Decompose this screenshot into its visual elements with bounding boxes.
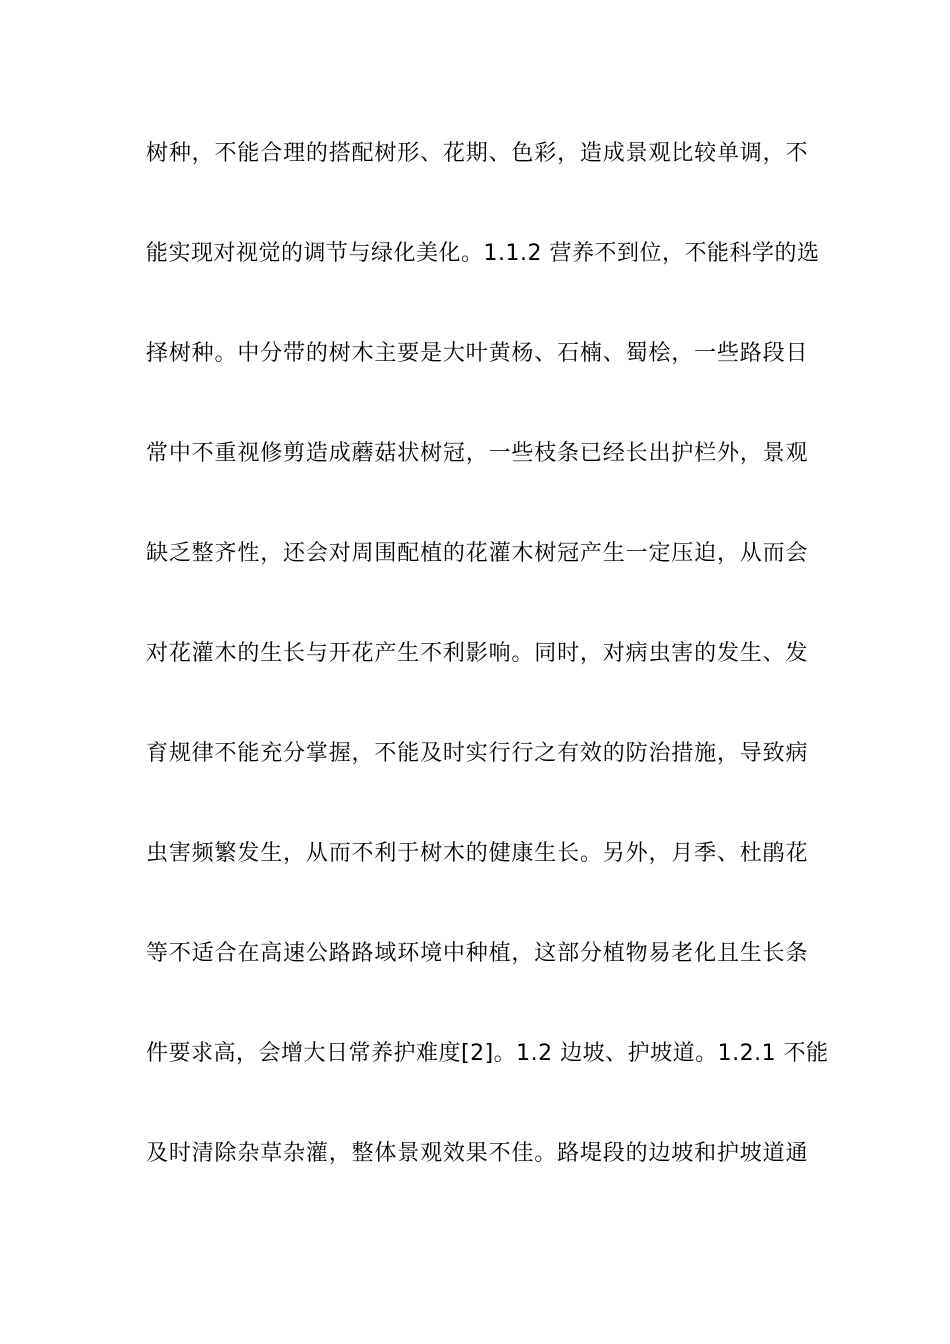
text-line: 对花灌木的生长与开花产生不利影响。同时，对病虫害的发生、发	[146, 641, 808, 666]
text-line: 虫害频繁发生，从而不利于树木的健康生长。另外，月季、杜鹃花	[146, 841, 808, 866]
text-line: 件要求高，会增大日常养护难度[2]。1.2 边坡、护坡道。1.2.1 不能	[146, 1041, 829, 1066]
text-line: 育规律不能充分掌握，不能及时实行行之有效的防治措施，导致病	[146, 741, 808, 766]
text-line: 缺乏整齐性，还会对周围配植的花灌木树冠产生一定压迫，从而会	[146, 541, 808, 566]
text-line: 择树种。中分带的树木主要是大叶黄杨、石楠、蜀桧，一些路段日	[146, 341, 808, 366]
text-line: 等不适合在高速公路路域环境中种植，这部分植物易老化且生长条	[146, 941, 808, 966]
text-line: 树种，不能合理的搭配树形、花期、色彩，造成景观比较单调，不	[146, 141, 808, 166]
body-text	[146, 128, 829, 1228]
text-line: 能实现对视觉的调节与绿化美化。1.1.2 营养不到位，不能科学的选	[146, 241, 820, 266]
text-line: 常中不重视修剪造成蘑菇状树冠，一些枝条已经长出护栏外，景观	[146, 441, 808, 466]
text-line: 及时清除杂草杂灌，整体景观效果不佳。路堤段的边坡和护坡道通	[146, 1141, 808, 1166]
